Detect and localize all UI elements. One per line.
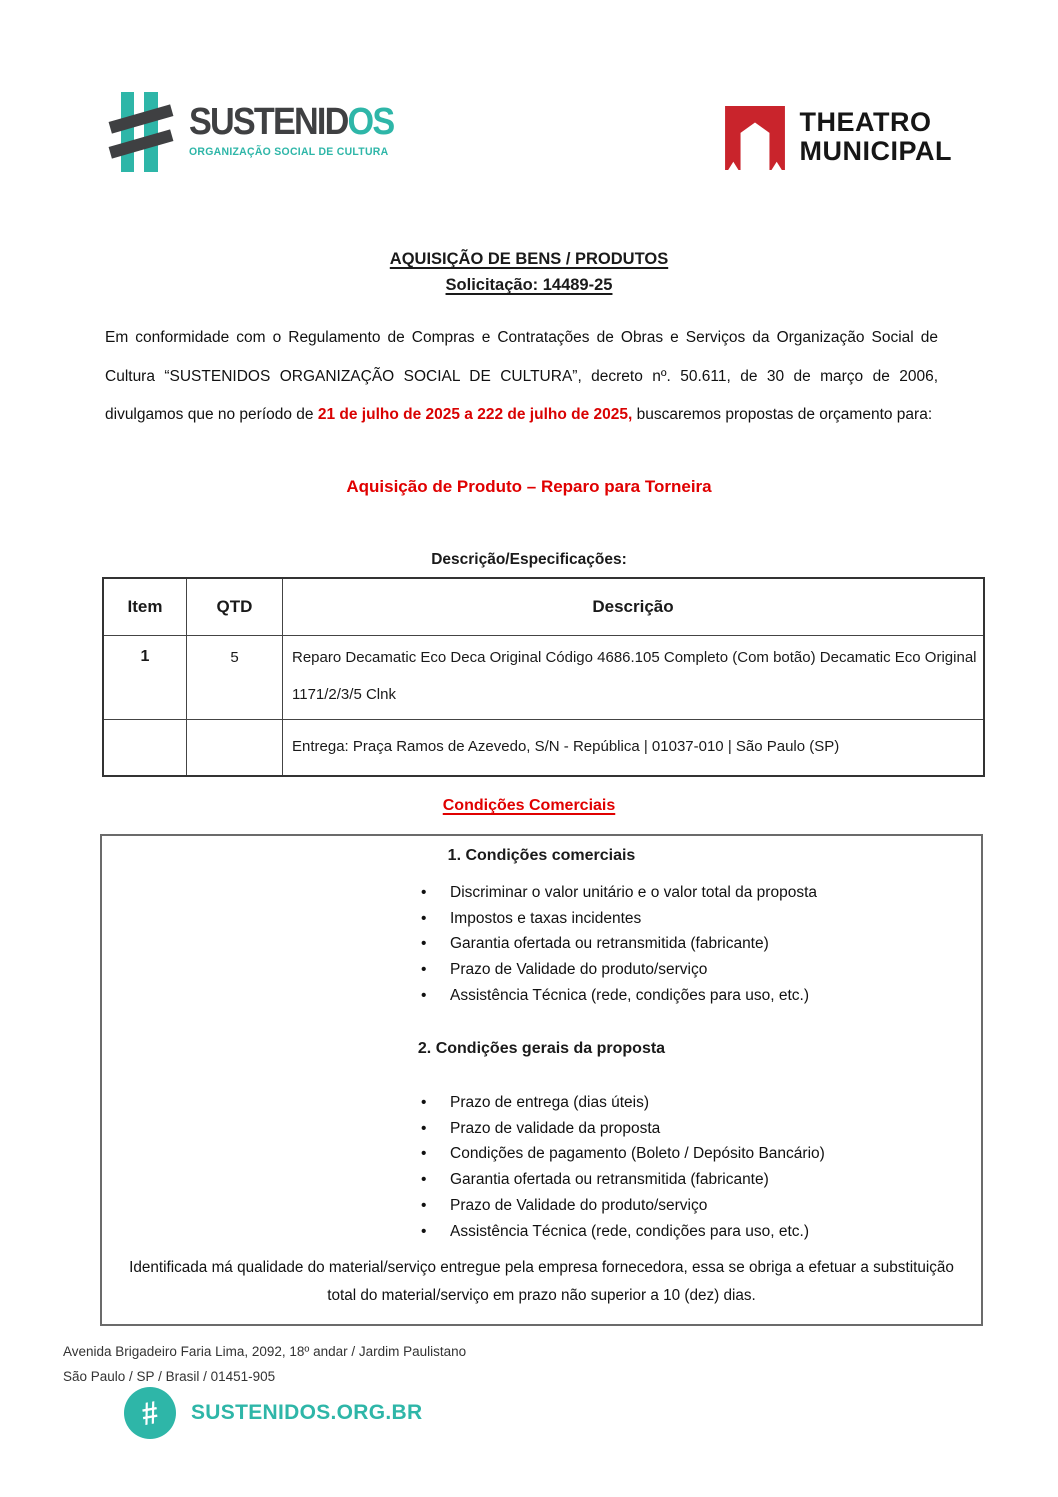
- header-qtd: QTD: [187, 578, 283, 636]
- conditions-section2-title: 2. Condições gerais da proposta: [417, 1040, 666, 1057]
- intro-text-end: buscaremos propostas de orçamento para:: [632, 406, 933, 423]
- list-item: • Assistência Técnica (rede, condições para uso, etc.): [450, 1219, 825, 1245]
- theatro-wordmark-line1: THEATRO: [799, 107, 932, 137]
- theatro-municipal-logo: [725, 106, 953, 170]
- spec-table: [102, 577, 985, 777]
- footer-address: [63, 1340, 466, 1389]
- list-item: • Discriminar o valor unitário e o valor total da proposta: [450, 880, 817, 906]
- sustenidos-logo-text: [189, 90, 416, 158]
- list-item: • Prazo de validade da proposta: [450, 1116, 825, 1142]
- list-item: • Prazo de entrega (dias úteis): [450, 1090, 825, 1116]
- conditions-section1-title: 1. Condições comerciais: [447, 847, 636, 864]
- spec-heading: Descrição/Especificações:: [431, 551, 627, 568]
- cell-delivery-address: Entrega: Praça Ramos de Azevedo, S/N - República | 01037-010 | São Paulo (SP): [283, 720, 985, 776]
- header-descricao: Descrição: [283, 578, 985, 636]
- cell-item-number: 1: [103, 636, 187, 720]
- conditions-heading: [0, 797, 1058, 815]
- hashtag-glyph: #: [138, 1393, 161, 1432]
- theatro-wordmark: [800, 108, 953, 166]
- sustenidos-wordmark-prefix: SUSTENID: [189, 101, 348, 143]
- list-item: • Prazo de Validade do produto/serviço: [450, 957, 817, 983]
- list-item: • Prazo de Validade do produto/serviço: [450, 1193, 825, 1219]
- table-header-row: [103, 578, 984, 636]
- table-row: [103, 636, 984, 720]
- document-title-line1: AQUISIÇÃO DE BENS / PRODUTOS: [389, 250, 669, 268]
- quality-note: Identificada má qualidade do material/serviço entregue pela empresa fornecedora, essa se obriga a efetuar a substituição total do material/serviço em prazo não superior a 10 (dez) dias.: [129, 1259, 954, 1304]
- hashtag-icon: [116, 92, 174, 172]
- conditions-heading-text: Condições Comerciais: [442, 797, 616, 814]
- product-heading: Aquisição de Produto – Reparo para Torneira: [346, 477, 712, 496]
- footer-logo: [124, 1387, 422, 1439]
- header: [116, 90, 952, 172]
- list-item: • Garantia ofertada ou retransmitida (fabricante): [450, 931, 817, 957]
- document-title: [0, 246, 1058, 298]
- cell-quantity: 5: [187, 636, 283, 720]
- table-row: [103, 720, 984, 776]
- cell-description: Reparo Decamatic Eco Deca Original Código 4686.105 Completo (Com botão) Decamatic Eco Original 1171/2/3/5 Clnk: [283, 636, 985, 720]
- sustenidos-wordmark: [189, 103, 393, 141]
- sustenidos-wordmark-suffix: OS: [347, 101, 394, 143]
- conditions-section2-list: [450, 1090, 825, 1244]
- footer-address-line2: São Paulo / SP / Brasil / 01451-905: [63, 1368, 276, 1384]
- list-item: • Garantia ofertada ou retransmitida (fabricante): [450, 1167, 825, 1193]
- document-title-line2: Solicitação: 14489-25: [445, 276, 613, 294]
- sustenidos-logo: [116, 90, 416, 172]
- list-item: • Condições de pagamento (Boleto / Depósito Bancário): [450, 1141, 825, 1167]
- sustenidos-tagline: ORGANIZAÇÃO SOCIAL DE CULTURA: [189, 146, 389, 158]
- footer-website: SUSTENIDOS.ORG.BR: [191, 1401, 423, 1424]
- list-item: • Impostos e taxas incidentes: [450, 906, 817, 932]
- header-item: Item: [103, 578, 187, 636]
- intro-paragraph: [105, 319, 938, 435]
- cell-item-number: [103, 720, 187, 776]
- cell-quantity: [187, 720, 283, 776]
- intro-text-start: Em conformidade com o Regulamento de Compras e Contratações de Obras e Serviços da Organização Social de Cultura “SUSTENIDOS ORGANIZAÇÃO SOCIAL DE CULTURA”, decreto nº. 50.611, de 30 de março de 2006, divulgamos que no período de: [105, 329, 938, 423]
- theatro-arch-icon: [725, 106, 785, 170]
- list-item: • Assistência Técnica (rede, condições para uso, etc.): [450, 983, 817, 1009]
- conditions-section1-list: [450, 880, 817, 1009]
- intro-date-range: 21 de julho de 2025 a 222 de julho de 2025,: [317, 406, 633, 423]
- hashtag-circle-icon: [124, 1387, 176, 1439]
- theatro-wordmark-line2: MUNICIPAL: [799, 136, 952, 166]
- footer-address-line1: Avenida Brigadeiro Faria Lima, 2092, 18º andar / Jardim Paulistano: [63, 1344, 467, 1359]
- conditions-box: [100, 834, 983, 1326]
